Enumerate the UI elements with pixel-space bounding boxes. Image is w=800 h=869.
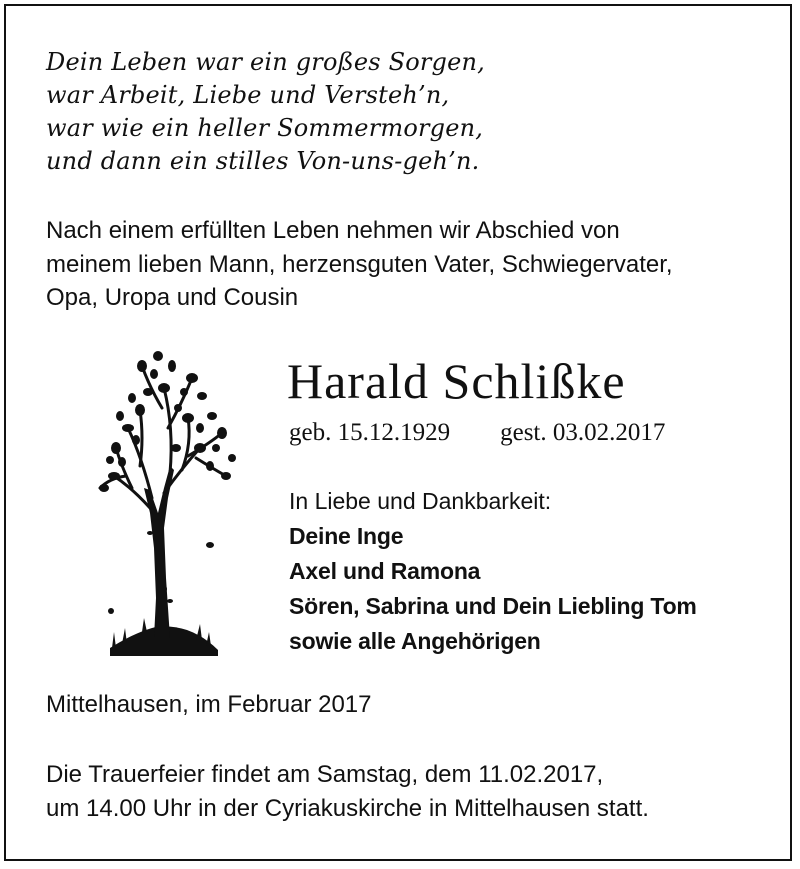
intro-line: Opa, Uropa und Cousin: [46, 284, 299, 311]
poem-line: war wie ein heller Sommermorgen,: [46, 114, 484, 142]
family-member: Sören, Sabrina und Dein Liebling Tom: [289, 593, 697, 619]
service-line: Die Trauerfeier findet am Samstag, dem 11.02.2017,: [46, 761, 604, 788]
poem-line: und dann ein stilles Von-uns-geh’n.: [46, 147, 480, 175]
tree-icon: [92, 348, 242, 663]
family-member: Axel und Ramona: [289, 558, 481, 584]
family-member: sowie alle Angehörigen: [289, 628, 541, 654]
funeral-service-info: [46, 758, 649, 825]
poem-line: Dein Leben war ein großes Sorgen,: [46, 48, 485, 76]
memorial-poem: [46, 46, 485, 178]
place-and-date: Mittelhausen, im Februar 2017: [46, 691, 372, 718]
deceased-name: Harald Schlißke: [287, 353, 626, 409]
mourning-family: [289, 484, 697, 659]
farewell-intro: [46, 214, 673, 315]
family-heading: In Liebe und Dankbarkeit:: [289, 488, 552, 514]
life-dates: [289, 416, 665, 450]
birth-date: geb. 15.12.1929: [289, 419, 451, 446]
death-date: gest. 03.02.2017: [500, 419, 666, 446]
family-member: Deine Inge: [289, 523, 404, 549]
intro-line: Nach einem erfüllten Leben nehmen wir Abschied von: [46, 217, 620, 244]
poem-line: war Arbeit, Liebe und Versteh’n,: [46, 81, 450, 109]
intro-line: meinem lieben Mann, herzensguten Vater, Schwiegervater,: [46, 250, 673, 278]
service-line: um 14.00 Uhr in der Cyriakuskirche in Mittelhausen statt.: [46, 794, 649, 822]
